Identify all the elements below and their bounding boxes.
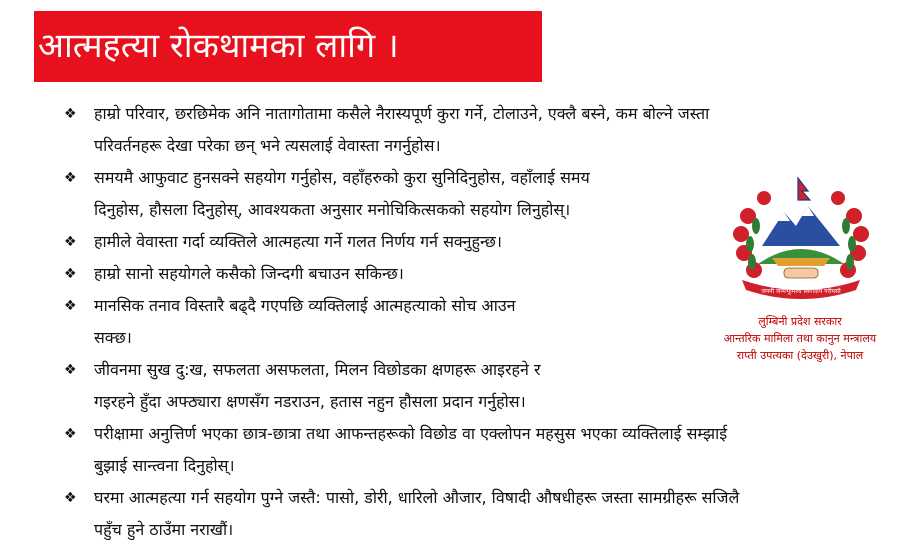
office-line-2: आन्तरिक मामिला तथा कानुन मन्त्रालय (723, 332, 877, 345)
diamond-bullet-icon: ❖ (64, 298, 77, 314)
bullet-text: परीक्षामा अनुत्तिर्ण भएका छात्र-छात्रा तथा आफन्तहरूको विछोड वा एक्लोपन महसुस भएका व्यक्तिलाई सम्झाई (94, 424, 728, 443)
bullet-text: बुझाई सान्त्वना दिनुहोस्। (94, 456, 235, 475)
page-title: आत्महत्या रोकथामका लागि । (38, 26, 399, 66)
office-line-3: राप्ती उपत्यका (देउखुरी), नेपाल (736, 349, 864, 362)
list-item (60, 418, 860, 482)
diamond-bullet-icon: ❖ (64, 266, 77, 282)
nepal-government-emblem-icon (726, 176, 876, 306)
bullet-text: पहुँच हुने ठाउँमा नराखौं। (94, 520, 234, 539)
title-banner (34, 11, 542, 82)
bullet-text: परिवर्तनहरू देखा परेका छन् भने त्यसलाई वेवास्ता नगर्नुहोस। (94, 136, 441, 155)
office-line-1: लुम्बिनी प्रदेश सरकार (758, 315, 842, 328)
svg-text:जननी जन्मभूमिश्च स्वर्गादपि गर: जननी जन्मभूमिश्च स्वर्गादपि गरीयसी (761, 288, 841, 295)
list-item (60, 482, 860, 546)
list-item (60, 98, 860, 162)
bullet-text: घरमा आत्महत्या गर्न सहयोग पुग्ने जस्तै: पासो, डोरी, धारिलो औजार, विषादी औषधीहरू जस्ता सामग्रीहरू सजिलै (94, 488, 740, 507)
diamond-bullet-icon: ❖ (64, 426, 77, 442)
bullet-text: दिनुहोस, हौसला दिनुहोस्, आवश्यकता अनुसार मनोचिकित्सकको सहयोग लिनुहोस्। (94, 200, 571, 219)
office-address (700, 313, 900, 364)
bullet-text: मानसिक तनाव विस्तारै बढ्दै गएपछि व्यक्तिलाई आत्महत्याको सोच आउन (94, 296, 516, 315)
diamond-bullet-icon: ❖ (64, 234, 77, 250)
diamond-bullet-icon: ❖ (64, 106, 77, 122)
bullet-text: हामीले वेवास्ता गर्दा व्यक्तिले आत्महत्या गर्ने गलत निर्णय गर्न सक्नुहुन्छ। (94, 232, 502, 251)
bullet-text: जीवनमा सुख दु:ख, सफलता असफलता, मिलन विछोडका क्षणहरू आइरहने र (94, 360, 541, 379)
bullet-text: हाम्रो सानो सहयोगले कसैको जिन्दगी बचाउन सकिन्छ। (94, 264, 404, 283)
bullet-text: गइरहने हुँदा अफ्ठ्यारा क्षणसँग नडराउन, हतास नहुन हौसला प्रदान गर्नुहोस। (94, 392, 526, 411)
bullet-text: समयमै आफुवाट हुनसक्ने सहयोग गर्नुहोस, वहाँहरुको कुरा सुनिदिनुहोस, वहाँलाई समय (94, 168, 590, 187)
bullet-text: सक्छ। (94, 328, 132, 347)
diamond-bullet-icon: ❖ (64, 170, 77, 186)
bullet-text: हाम्रो परिवार, छरछिमेक अनि नातागोतामा कसैले नैरास्यपूर्ण कुरा गर्ने, टोलाउने, एक्लै बस्ने, कम बोल्ने जस्ता (94, 104, 710, 123)
diamond-bullet-icon: ❖ (64, 362, 77, 378)
diamond-bullet-icon: ❖ (64, 490, 77, 506)
